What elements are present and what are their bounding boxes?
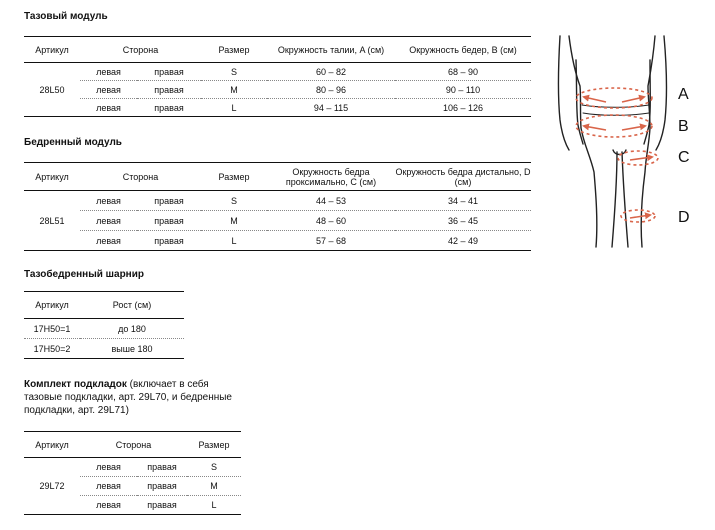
- measure-arrow-d: [630, 215, 650, 218]
- hip-cell: 90 – 110: [395, 81, 531, 99]
- side-left: левая: [80, 191, 137, 211]
- size-cell: S: [201, 63, 267, 81]
- col-thigh-distal: Окружность бедра дистально, D (см): [395, 163, 531, 191]
- article-cell: 29L72: [24, 458, 80, 515]
- inner-leg-left: [612, 152, 617, 247]
- proximal-cell: 44 – 53: [267, 191, 395, 211]
- article-cell: 17H50=1: [24, 319, 80, 339]
- crotch-line: [613, 150, 626, 155]
- measure-arrow-a-left: [584, 97, 606, 102]
- side-left: левая: [80, 496, 137, 515]
- side-left: левая: [80, 477, 137, 496]
- section-title-thigh: Бедренный модуль: [24, 137, 122, 148]
- col-height: Рост (см): [80, 292, 184, 319]
- label-a: A: [678, 86, 689, 103]
- size-cell: M: [201, 211, 267, 231]
- side-left: левая: [80, 211, 137, 231]
- height-cell: выше 180: [80, 339, 184, 359]
- size-cell: L: [201, 231, 267, 251]
- col-article: Артикул: [24, 37, 80, 63]
- waist-cell: 94 – 115: [267, 99, 395, 117]
- col-article: Артикул: [24, 432, 80, 458]
- measure-arrow-c: [630, 157, 652, 160]
- measure-arrow-b-right: [622, 126, 645, 130]
- col-size: Размер: [201, 37, 267, 63]
- size-cell: L: [201, 99, 267, 117]
- side-right: правая: [137, 211, 201, 231]
- distal-cell: 36 – 45: [395, 211, 531, 231]
- col-article: Артикул: [24, 163, 80, 191]
- side-right: правая: [137, 63, 201, 81]
- col-side: Сторона: [80, 163, 201, 191]
- side-right: правая: [137, 231, 201, 251]
- label-d: D: [678, 209, 690, 226]
- col-waist: Окружность талии, A (см): [267, 37, 395, 63]
- label-b: B: [678, 118, 689, 135]
- side-right: правая: [137, 458, 187, 477]
- measure-arrow-a-right: [622, 97, 644, 102]
- right-arm-outline: [656, 36, 666, 150]
- article-cell: 28L51: [24, 191, 80, 251]
- col-thigh-proximal: Окружность бедра проксимально, C (см): [267, 163, 395, 191]
- col-article: Артикул: [24, 292, 80, 319]
- side-right: правая: [137, 477, 187, 496]
- col-side: Сторона: [80, 432, 187, 458]
- side-left: левая: [80, 81, 137, 99]
- height-cell: до 180: [80, 319, 184, 339]
- side-left: левая: [80, 99, 137, 117]
- col-size: Размер: [201, 163, 267, 191]
- proximal-cell: 57 – 68: [267, 231, 395, 251]
- col-size: Размер: [187, 432, 241, 458]
- article-cell: 17H50=2: [24, 339, 80, 359]
- side-right: правая: [137, 99, 201, 117]
- waist-cell: 80 – 96: [267, 81, 395, 99]
- article-cell: 28L50: [24, 63, 80, 117]
- size-cell: M: [187, 477, 241, 496]
- col-hip: Окружность бедер, B (см): [395, 37, 531, 63]
- measure-arrow-b-left: [584, 126, 606, 130]
- hip-cell: 68 – 90: [395, 63, 531, 81]
- waist-cell: 60 – 82: [267, 63, 395, 81]
- side-left: левая: [80, 231, 137, 251]
- size-cell: S: [201, 191, 267, 211]
- hip-cell: 106 – 126: [395, 99, 531, 117]
- side-right: правая: [137, 191, 201, 211]
- label-c: C: [678, 149, 690, 166]
- distal-cell: 34 – 41: [395, 191, 531, 211]
- section-title-hinge: Тазобедренный шарнир: [24, 269, 144, 280]
- size-cell: L: [187, 496, 241, 515]
- inner-leg-right: [622, 152, 628, 247]
- side-right: правая: [137, 496, 187, 515]
- distal-cell: 42 – 49: [395, 231, 531, 251]
- size-cell: M: [201, 81, 267, 99]
- side-left: левая: [80, 458, 137, 477]
- size-cell: S: [187, 458, 241, 477]
- section-title-pelvic: Тазовый модуль: [24, 11, 108, 22]
- col-side: Сторона: [80, 37, 201, 63]
- side-left: левая: [80, 63, 137, 81]
- left-arm-outline: [559, 36, 570, 150]
- pads-description-text: (включает в себя тазовые подкладки, арт. 29L70, и бедренные подкладки, арт. 29L71): [24, 379, 232, 416]
- section-title-pads: Комплект подкладок: [24, 379, 127, 390]
- side-right: правая: [137, 81, 201, 99]
- proximal-cell: 48 – 60: [267, 211, 395, 231]
